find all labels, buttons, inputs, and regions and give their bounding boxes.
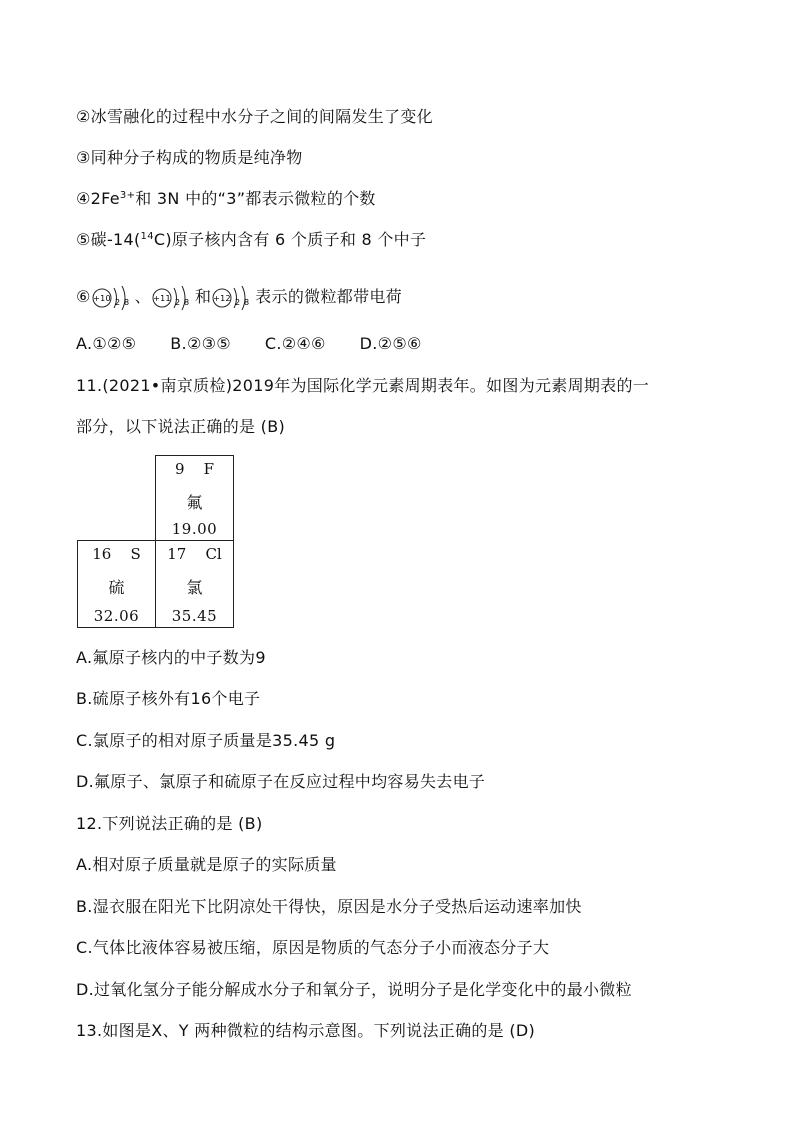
option-a: A.①②⑤ [76, 334, 137, 353]
option-b: B.②③⑤ [170, 334, 231, 353]
element-cell-chlorine [155, 540, 234, 628]
q11-option-b: B.硫原子核外有16个电子 [76, 689, 261, 708]
element-name: 氟 [186, 493, 203, 512]
statement-3: ③同种分子构成的物质是纯净物 [76, 148, 303, 167]
q12-option-b: B.湿衣服在阳光下比阴凉处干得快，原因是水分子受热后运动速率加快 [76, 897, 582, 916]
statement-2: ②冰雪融化的过程中水分子之间的间隔发生了变化 [76, 107, 433, 126]
element-symbol: Cl [205, 545, 222, 563]
element-cell-sulfur [77, 540, 156, 628]
element-name: 硫 [108, 578, 125, 597]
q11-stem-line2: 部分，以下说法正确的是 (B) [76, 417, 286, 436]
atomic-mass: 19.00 [171, 520, 218, 538]
element-cell-fluorine [155, 455, 234, 541]
statement-5: ⑤碳-14($^{14}$C)原子核内含有 6 个质子和 8 个中子 [76, 230, 427, 249]
q12-option-d: D.过氧化氢分子能分解成水分子和氧分子，说明分子是化学变化中的最小微粒 [76, 980, 632, 999]
element-symbol: S [130, 545, 141, 563]
element-name: 氯 [186, 578, 203, 597]
atom-diagram-sodium-ion [151, 283, 195, 313]
nucleus-charge: +12 [213, 293, 232, 303]
nucleus-charge: +10 [92, 293, 111, 303]
charge-superscript: 3+ [119, 190, 136, 201]
shell-1-count: 2 [174, 297, 181, 307]
statement-4: $④2Fe^{3+}$和 3N 中的“3”都表示微粒的个数 [76, 189, 376, 208]
statement-6: ⑥ +10 2 8 、 +11 2 8 和 +12 2 8 表示的微粒都带电荷 [76, 280, 402, 314]
atomic-number: 17 [167, 545, 187, 563]
q12-stem: 12.下列说法正确的是 (B) [76, 814, 263, 833]
q13-stem: 13.如图是X、Y 两种微粒的结构示意图。下列说法正确的是 (D) [76, 1021, 536, 1040]
q11-option-c: C.氯原子的相对原子质量是35.45 g [76, 731, 336, 750]
q11-stem-line1: 11.(2021•南京质检)2019年为国际化学元素周期表年。如图为元素周期表的一 [76, 376, 650, 395]
atomic-number: 9 [174, 460, 185, 478]
q11-option-a: A.氟原子核内的中子数为9 [76, 648, 266, 667]
atom-diagram-neon [91, 283, 135, 313]
mass-number-superscript: 14 [140, 231, 154, 242]
q10-options [76, 334, 456, 354]
shell-2-count: 8 [123, 297, 130, 307]
element-symbol: F [203, 460, 215, 478]
q12-option-a: A.相对原子质量就是原子的实际质量 [76, 855, 337, 874]
nucleus-charge: +11 [153, 293, 171, 303]
shell-1-count: 2 [235, 297, 241, 307]
option-c: C.②④⑥ [264, 334, 326, 353]
shell-2-count: 8 [183, 297, 190, 307]
shell-2-count: 8 [244, 297, 250, 307]
atomic-number: 16 [92, 545, 112, 563]
q12-option-c: C.气体比液体容易被压缩，原因是物质的气态分子小而液态分子大 [76, 938, 550, 957]
q11-option-d: D.氟原子、氯原子和硫原子在反应过程中均容易失去电子 [76, 772, 486, 791]
atom-diagram-magnesium-ion [211, 283, 255, 313]
option-d: D.②⑤⑥ [359, 334, 422, 353]
shell-1-count: 2 [114, 297, 121, 307]
atomic-mass: 32.06 [93, 607, 140, 625]
atomic-mass: 35.45 [171, 607, 218, 625]
